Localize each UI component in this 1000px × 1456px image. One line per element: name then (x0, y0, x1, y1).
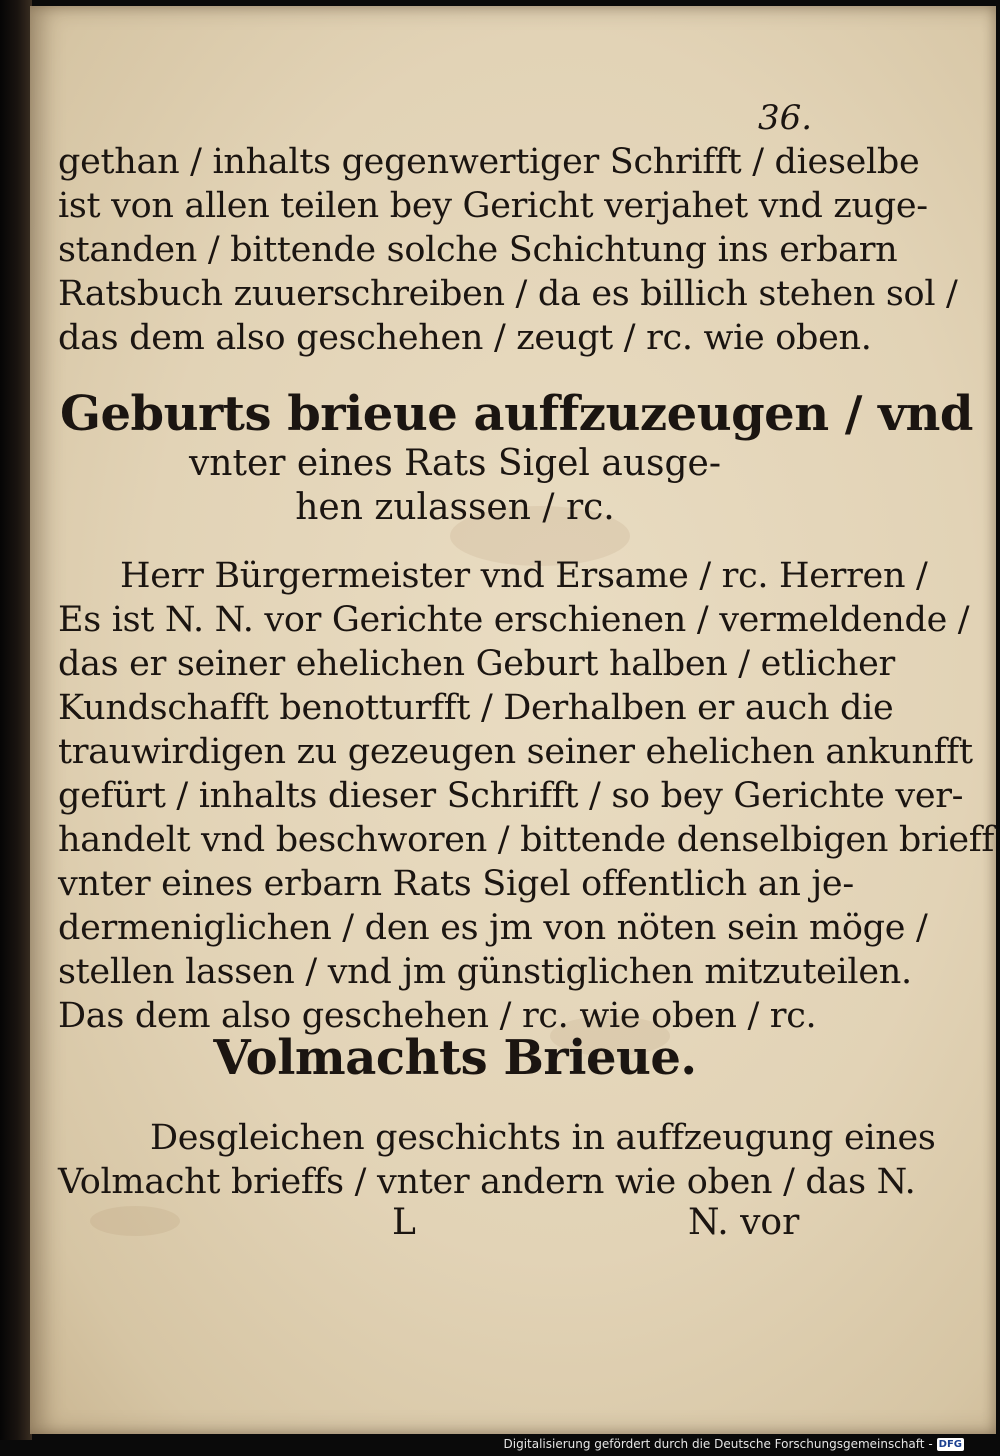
text-line: Desgleichen geschichts in auffzeugung eines (150, 1118, 936, 1158)
heading-line: Geburts brieue auffzuzeugen / vnd (60, 386, 973, 442)
text-line: Ratsbuch zuuerschreiben / da es billich stehen sol / (58, 274, 958, 314)
heading-line: Volmachts Brieue. (213, 1030, 697, 1086)
catchword-right: N. vor (688, 1202, 800, 1243)
paper-stain (90, 1206, 180, 1236)
page-number: 36. (758, 98, 813, 138)
section-heading-birth-letters (60, 386, 973, 530)
text-line: Kundschafft benotturfft / Derhalben er auch die (58, 688, 894, 728)
text-line: das dem also geschehen / zeugt / rc. wie oben. (58, 318, 872, 358)
text-line: ist von allen teilen bey Gericht verjahet vnd zuge- (58, 186, 928, 226)
text-line: gefürt / inhalts dieser Schrifft / so bey Gerichte ver- (58, 776, 964, 816)
heading-line: hen zulassen / rc. (295, 487, 615, 528)
text-line: standen / bittende solche Schichtung ins erbarn (58, 230, 898, 270)
text-line: das er seiner ehelichen Geburt halben / etlicher (58, 644, 895, 684)
book-page (30, 6, 996, 1434)
book-binding-edge (0, 0, 32, 1440)
text-line: vnter eines erbarn Rats Sigel offentlich an je- (58, 864, 854, 904)
text-line: Es ist N. N. vor Gerichte erschienen / vermeldende / (58, 600, 970, 640)
catchword-left: L (392, 1202, 416, 1243)
text-line: handelt vnd beschworen / bittende denselbigen brieff (58, 820, 995, 860)
text-line: Herr Bürgermeister vnd Ersame / rc. Herren / (120, 556, 928, 596)
text-line: gethan / inhalts gegenwertiger Schrifft / dieselbe (58, 142, 920, 182)
text-line: dermeniglichen / den es jm von nöten sein möge / (58, 908, 928, 948)
dfg-logo-icon: DFG (938, 1438, 962, 1450)
text-line: Das dem also geschehen / rc. wie oben / rc. (58, 996, 817, 1036)
credit-text: Digitalisierung gefördert durch die Deutsche Forschungsgemeinschaft - (503, 1437, 933, 1451)
paragraph-power-of-attorney (58, 1116, 936, 1204)
section-heading-power-of-attorney (60, 1030, 850, 1086)
digitization-credit (504, 1437, 965, 1451)
paragraph-birth-letters (58, 554, 994, 1038)
text-line: stellen lassen / vnd jm günstiglichen mitzuteilen. (58, 952, 912, 992)
heading-line: vnter eines Rats Sigel ausge- (188, 443, 722, 484)
text-line: trauwirdigen zu gezeugen seiner ehelichen ankunfft (58, 732, 973, 772)
text-line: Volmacht brieffs / vnter andern wie oben / das N. (58, 1162, 916, 1202)
paragraph-continuation (58, 140, 958, 360)
